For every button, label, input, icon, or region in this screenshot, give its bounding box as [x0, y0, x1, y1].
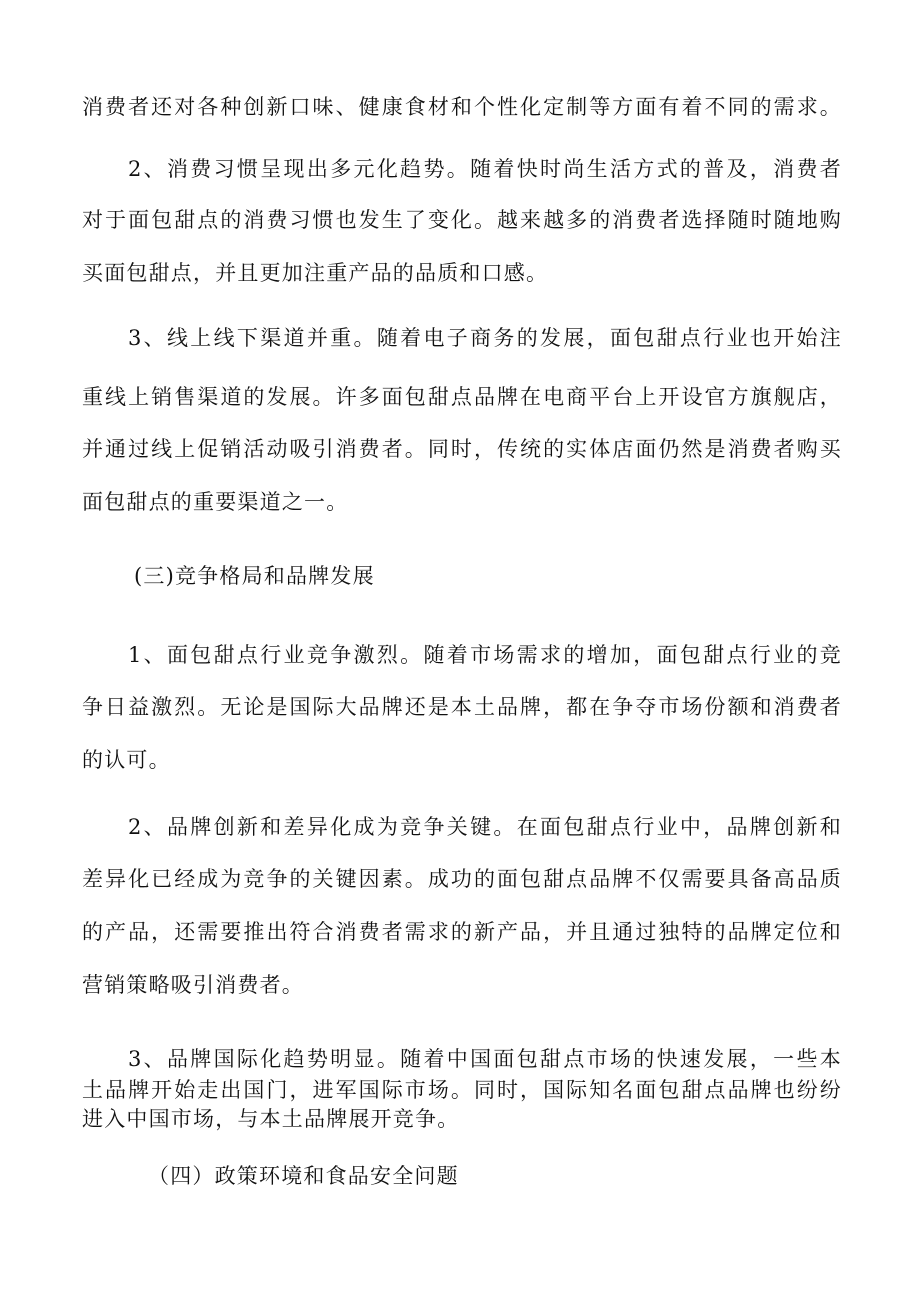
paragraph-line: 3、线上线下渠道并重。随着电子商务的发展，面包甜点行业也开始注	[128, 326, 842, 350]
paragraph-line: 营销策略吸引消费者。	[82, 973, 304, 997]
paragraph-line: 消费者还对各种创新口味、健康食材和个性化定制等方面有着不同的需求。	[82, 95, 842, 119]
paragraph-line: 3、品牌国际化趋势明显。随着中国面包甜点市场的快速发展，一些本	[128, 1047, 842, 1071]
section-heading: （四）政策环境和食品安全问题	[148, 1164, 459, 1188]
paragraph-line: 面包甜点的重要渠道之一。	[82, 490, 349, 514]
paragraph-line: 1、面包甜点行业竞争激烈。随着市场需求的增加，面包甜点行业的竞	[128, 643, 842, 667]
paragraph-line: 进入中国市场，与本土品牌展开竞争。	[82, 1107, 460, 1131]
paragraph-line: 差异化已经成为竞争的关键因素。成功的面包甜点品牌不仅需要具备高品质	[82, 867, 842, 891]
paragraph-line: 2、消费习惯呈现出多元化趋势。随着快时尚生活方式的普及，消费者	[128, 157, 842, 181]
paragraph-line: 对于面包甜点的消费习惯也发生了变化。越来越多的消费者选择随时随地购	[82, 208, 842, 232]
paragraph-line: 重线上销售渠道的发展。许多面包甜点品牌在电商平台上开设官方旗舰店，	[82, 385, 842, 409]
paragraph-line: 的认可。	[82, 748, 171, 772]
paragraph-line: 的产品，还需要推出符合消费者需求的新产品，并且通过独特的品牌定位和	[82, 920, 842, 944]
paragraph-line: 争日益激烈。无论是国际大品牌还是本土品牌，都在争夺市场份额和消费者	[82, 695, 842, 719]
paragraph-line: 2、品牌创新和差异化成为竞争关键。在面包甜点行业中，品牌创新和	[128, 815, 842, 839]
paragraph-line: 买面包甜点，并且更加注重产品的品质和口感。	[82, 261, 549, 285]
paragraph-line: 土品牌开始走出国门，进军国际市场。同时，国际知名面包甜点品牌也纷纷	[82, 1078, 842, 1102]
paragraph-line: 并通过线上促销活动吸引消费者。同时，传统的实体店面仍然是消费者购买	[82, 437, 842, 461]
section-heading: (三)竞争格局和品牌发展	[134, 564, 375, 588]
